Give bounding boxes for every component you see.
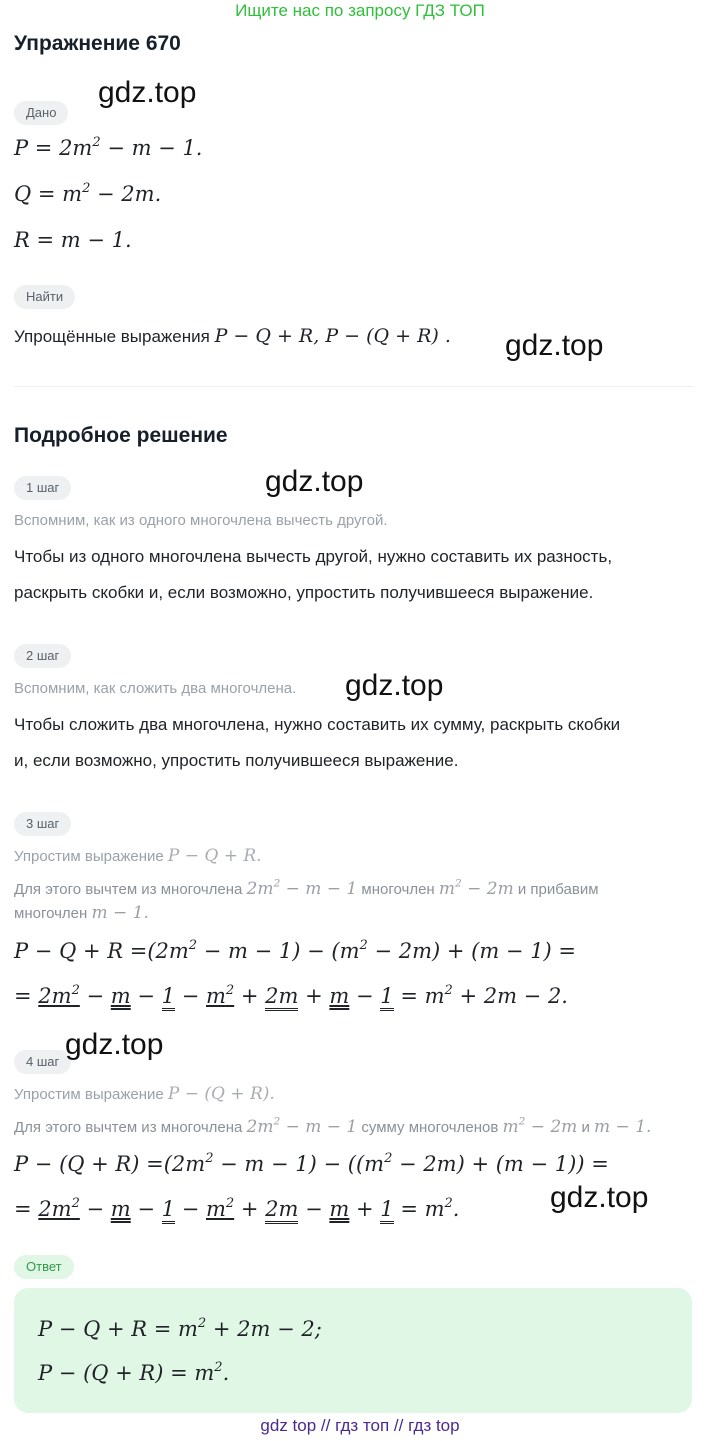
watermark-4: gdz.top (345, 669, 444, 702)
given-chip: Дано (14, 101, 68, 125)
step-1-text-line1: Чтобы из одного многочлена вычесть другой, нужно составить их разность, (14, 547, 613, 566)
watermark-3: gdz.top (265, 465, 364, 498)
step-2-text-line2: и, если возможно, упростить получившееся выражение. (14, 751, 459, 770)
step-4-chip: 4 шаг (14, 1050, 71, 1074)
answer-line-1: $P - Q + R = m^2 + 2m - 2$; (38, 1315, 322, 1341)
step-3-equation-2: = $2m^2 - m - 1 - m^2 + 2m + m - 1 = m^2 + 2m - 2$. (14, 984, 568, 1008)
step-3-hint: Упростим выражение P − Q + R. (14, 846, 262, 866)
step-3-equation-1: $P - Q + R =(2m^2 - m - 1) - (m^2 - 2m) + (m - 1)$ = (14, 937, 577, 963)
step-4-detail: Для этого вычтем из многочлена $2m^2 - m - 1$ сумму многочленов $m^2 - 2m$ и m − 1. (14, 1115, 652, 1137)
search-banner: Ищите нас по запросу ГДЗ ТОП (235, 1, 485, 20)
step-1-text-line2: раскрыть скобки и, если возможно, упростить получившееся выражение. (14, 583, 594, 602)
given-q: $Q = m^2 - 2m$. (14, 180, 162, 206)
given-r: R = m − 1. (14, 228, 132, 252)
step-4-hint: Упростим выражение P − (Q + R). (14, 1084, 275, 1104)
find-text: Упрощённые выражения P − Q + R, P − (Q + R) . (14, 325, 451, 347)
answer-line-2: $P - (Q + R) = m^2$. (38, 1359, 230, 1385)
step-4-equation-1: $P - (Q + R) =(2m^2 - m - 1) - ((m^2 - 2m) + (m - 1))$ = (14, 1150, 609, 1176)
step-1-hint: Вспомним, как из одного многочлена вычесть другой. (14, 512, 388, 529)
find-chip: Найти (14, 285, 75, 309)
divider (14, 386, 694, 387)
step-4-equation-2: = $2m^2 - m - 1 - m^2 + 2m - m + 1 = m^2$. (14, 1197, 459, 1221)
watermark-1: gdz.top (98, 76, 197, 109)
step-3-chip: 3 шаг (14, 812, 71, 836)
answer-chip: Ответ (14, 1255, 74, 1279)
exercise-title: Упражнение 670 (14, 32, 181, 55)
step-2-chip: 2 шаг (14, 644, 71, 668)
step-3-detail-line2: многочлен m − 1. (14, 903, 149, 923)
step-1-chip: 1 шаг (14, 476, 71, 500)
step-3-detail-line1: Для этого вычтем из многочлена $2m^2 - m - 1$ многочлен $m^2 - 2m$ и прибавим (14, 877, 599, 899)
solution-title: Подробное решение (14, 424, 228, 447)
step-2-hint: Вспомним, как сложить два многочлена. (14, 680, 297, 697)
step-2-text-line1: Чтобы сложить два многочлена, нужно составить их сумму, раскрыть скобки (14, 715, 621, 734)
footer-links[interactable]: gdz top // гдз топ // гдз top (260, 1416, 460, 1435)
given-p: $P = 2m^2 - m - 1$. (14, 134, 203, 160)
answer-box (14, 1288, 692, 1413)
watermark-6: gdz.top (550, 1181, 649, 1214)
watermark-2: gdz.top (505, 329, 604, 362)
watermark-5: gdz.top (65, 1028, 164, 1061)
